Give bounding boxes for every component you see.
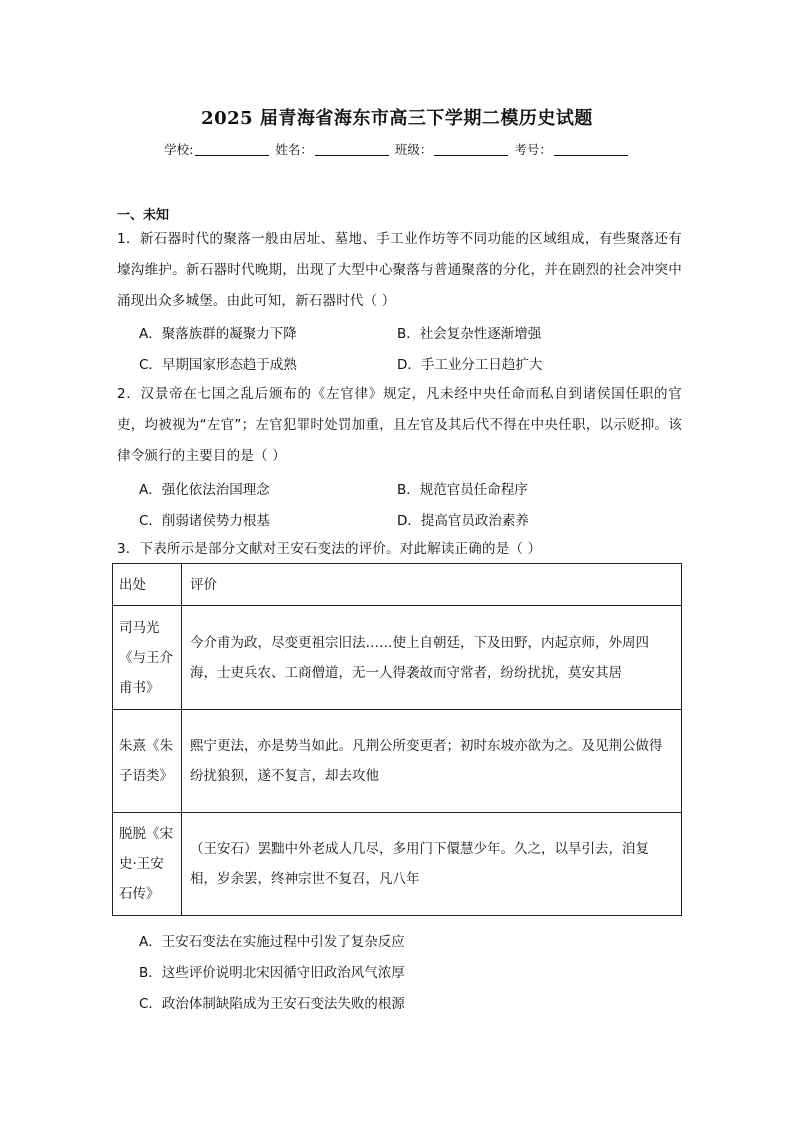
evaluation-table	[112, 563, 682, 916]
section-heading: 一、未知	[117, 208, 170, 223]
table-header-row	[113, 564, 682, 606]
row-comment: 今介甫为政，尽变更祖宗旧法……使上自朝廷，下及田野，内起京师，外周四海，士吏兵农、工商僧道，无一人得袭故而守常者，纷纷扰扰，莫安其居	[182, 606, 682, 710]
number-label: 考号：	[514, 142, 552, 157]
q1-option-d: D．手工业分工日趋扩大	[397, 357, 543, 373]
name-label: 姓名：	[275, 142, 313, 157]
table-row	[113, 606, 682, 710]
q1-option-c: C．早期国家形态趋于成熟	[139, 357, 297, 373]
table-row	[113, 710, 682, 813]
question-2-stem: 2．汉景帝在七国之乱后颁布的《左官律》规定，凡未经中央任命而私自到诸侯国任职的官吏，均被视为“左官”；左官犯罪时处罚加重，且左官及其后代不得在中央任职，以示贬抑。该律令颁行的主要目的是（ ）	[117, 386, 682, 464]
row-comment: 熙宁更法，亦是势当如此。凡荆公所变更者；初时东坡亦欲为之。及见荆公做得纷扰狼狈，遂不复言，却去攻他	[182, 710, 682, 813]
q3-option-a: A．王安石变法在实施过程中引发了复杂反应	[139, 934, 405, 950]
header-source: 出处	[113, 564, 182, 606]
row-source: 司马光《与王介甫书》	[113, 606, 182, 710]
school-label: 学校:	[164, 142, 194, 157]
row-source: 朱熹《朱子语类》	[113, 710, 182, 813]
number-blank	[554, 143, 628, 156]
row-source: 脱脱《宋史·王安石传》	[113, 813, 182, 916]
table-row	[113, 813, 682, 916]
q2-option-a: A．强化依法治国理念	[139, 482, 270, 498]
header-comment: 评价	[182, 564, 682, 606]
class-label: 班级：	[394, 142, 433, 157]
q2-option-c: C．削弱诸侯势力根基	[139, 513, 270, 529]
school-blank	[195, 143, 269, 156]
row-comment: （王安石）罢黜中外老成人几尽，多用门下儇慧少年。久之，以旱引去，洎复相，岁余罢，终神宗世不复召，凡八年	[182, 813, 682, 916]
q2-option-d: D．提高官员政治素养	[397, 513, 529, 529]
q1-option-a: A．聚落族群的凝聚力下降	[139, 326, 297, 342]
q3-option-b: B．这些评价说明北宋因循守旧政治风气浓厚	[139, 965, 405, 981]
student-info-line	[0, 140, 794, 158]
page-title: 2025 届青海省海东市高三下学期二模历史试题	[201, 108, 593, 129]
question-3-stem: 3．下表所示是部分文献对王安石变法的评价。对此解读正确的是（ ）	[117, 541, 542, 557]
question-1-stem: 1．新石器时代的聚落一般由居址、墓地、手工业作坊等不同功能的区域组成，有些聚落还有壕沟维护。新石器时代晚期，出现了大型中心聚落与普通聚落的分化，并在剧烈的社会冲突中涌现出众多城堡。由此可知，新石器时代（ ）	[117, 231, 682, 309]
q2-option-b: B．规范官员任命程序	[397, 482, 528, 498]
q3-option-c: C．政治体制缺陷成为王安石变法失败的根源	[139, 996, 405, 1012]
name-blank	[315, 143, 389, 156]
class-blank	[434, 143, 508, 156]
q1-option-b: B．社会复杂性逐渐增强	[397, 326, 542, 342]
